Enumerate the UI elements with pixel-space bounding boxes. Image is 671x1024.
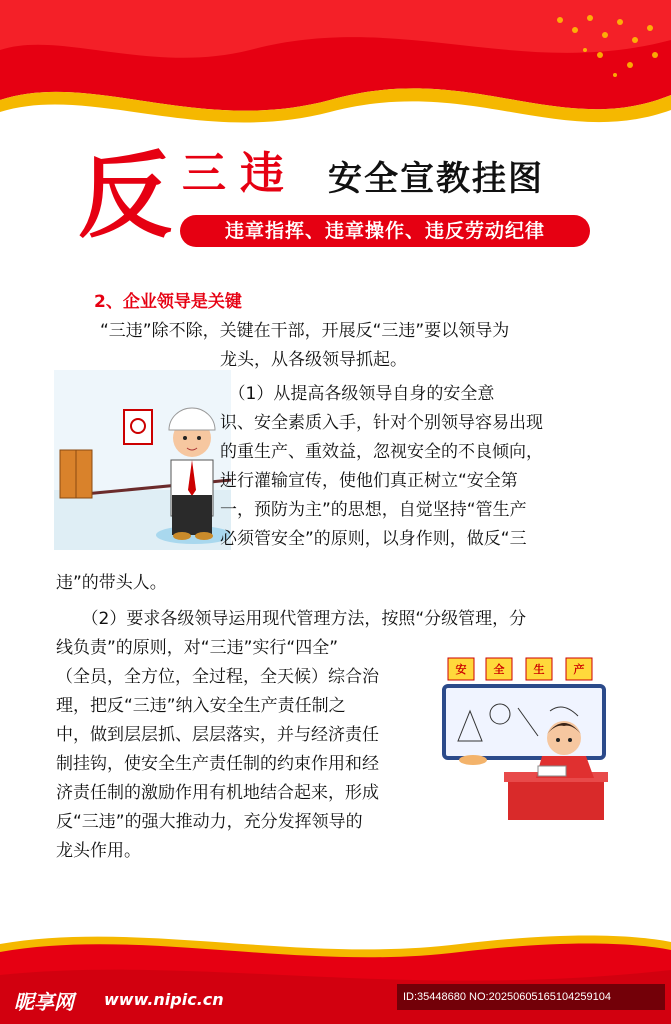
paragraph-3-line: 济责任制的激励作用有机地结合起来，形成 (56, 783, 379, 803)
paragraph-3-line: 反“三违”的强大推动力，充分发挥领导的 (56, 812, 363, 832)
site-url: www.nipic.cn (104, 990, 224, 1009)
paragraph-1-line-2: 龙头，从各级领导抓起。 (220, 350, 407, 370)
planner-illustration (438, 656, 612, 826)
paragraph-2-line: 的重生产、重效益，忽视安全的不良倾向， (220, 442, 543, 462)
title-main-text: 安全宣教挂图 (328, 159, 544, 199)
paragraph-3-line: （全员，全方位，全过程，全天候）综合治 (56, 667, 379, 687)
subtitle-pill: 违章指挥、违章操作、违反劳动纪律 (180, 215, 590, 247)
paragraph-3-line-2: 线负责”的原则，对“三违”实行“四全” (56, 638, 339, 658)
paragraph-2-line: 识、安全素质入手，针对个别领导容易出现 (220, 413, 543, 433)
paragraph-3-line: 龙头作用。 (56, 841, 141, 861)
paragraph-2-last-line: 违”的带头人。 (56, 573, 167, 593)
section-heading: 2、企业领导是关键 (94, 292, 242, 312)
title-fan: 反 (78, 142, 173, 251)
top-decorative-band (0, 0, 671, 140)
image-id-label: ID:35448680 NO:20250605165104259104 (397, 984, 665, 1010)
paragraph-3-line-1: （2）要求各级领导运用现代管理方法，按照“分级管理，分 (56, 609, 527, 629)
sign-char: 产 (573, 663, 585, 676)
paragraph-3-line: 理，把反“三违”纳入安全生产责任制之 (56, 696, 346, 716)
leader-illustration (54, 370, 231, 550)
sign-char: 全 (493, 663, 505, 676)
sign-char: 生 (533, 663, 545, 676)
title-sanwei: 三违 (182, 148, 298, 199)
sign-char: 安 (455, 663, 467, 676)
paragraph-3-body (56, 663, 379, 866)
paragraph-3-line: 中，做到层层抓、层层落实，并与经济责任 (56, 725, 379, 745)
paragraph-2 (220, 380, 543, 554)
paragraph-1-line-1: “三违”除不除，关键在干部，开展反“三违”要以领导为 (100, 321, 510, 341)
paragraph-3-line: 制挂钩，使安全生产责任制的约束作用和经 (56, 754, 379, 774)
paragraph-2-line: 一，预防为主”的思想，自觉坚持“管生产 (220, 500, 527, 520)
paragraph-2-line: 必须管安全”的原则，以身作则，做反“三 (220, 529, 527, 549)
paragraph-2-line: （1）从提高各级领导自身的安全意 (220, 384, 495, 404)
site-logo: 昵享网 (14, 990, 74, 1014)
paragraph-2-line: 进行灌输宣传，使他们真正树立“安全第 (220, 471, 518, 491)
